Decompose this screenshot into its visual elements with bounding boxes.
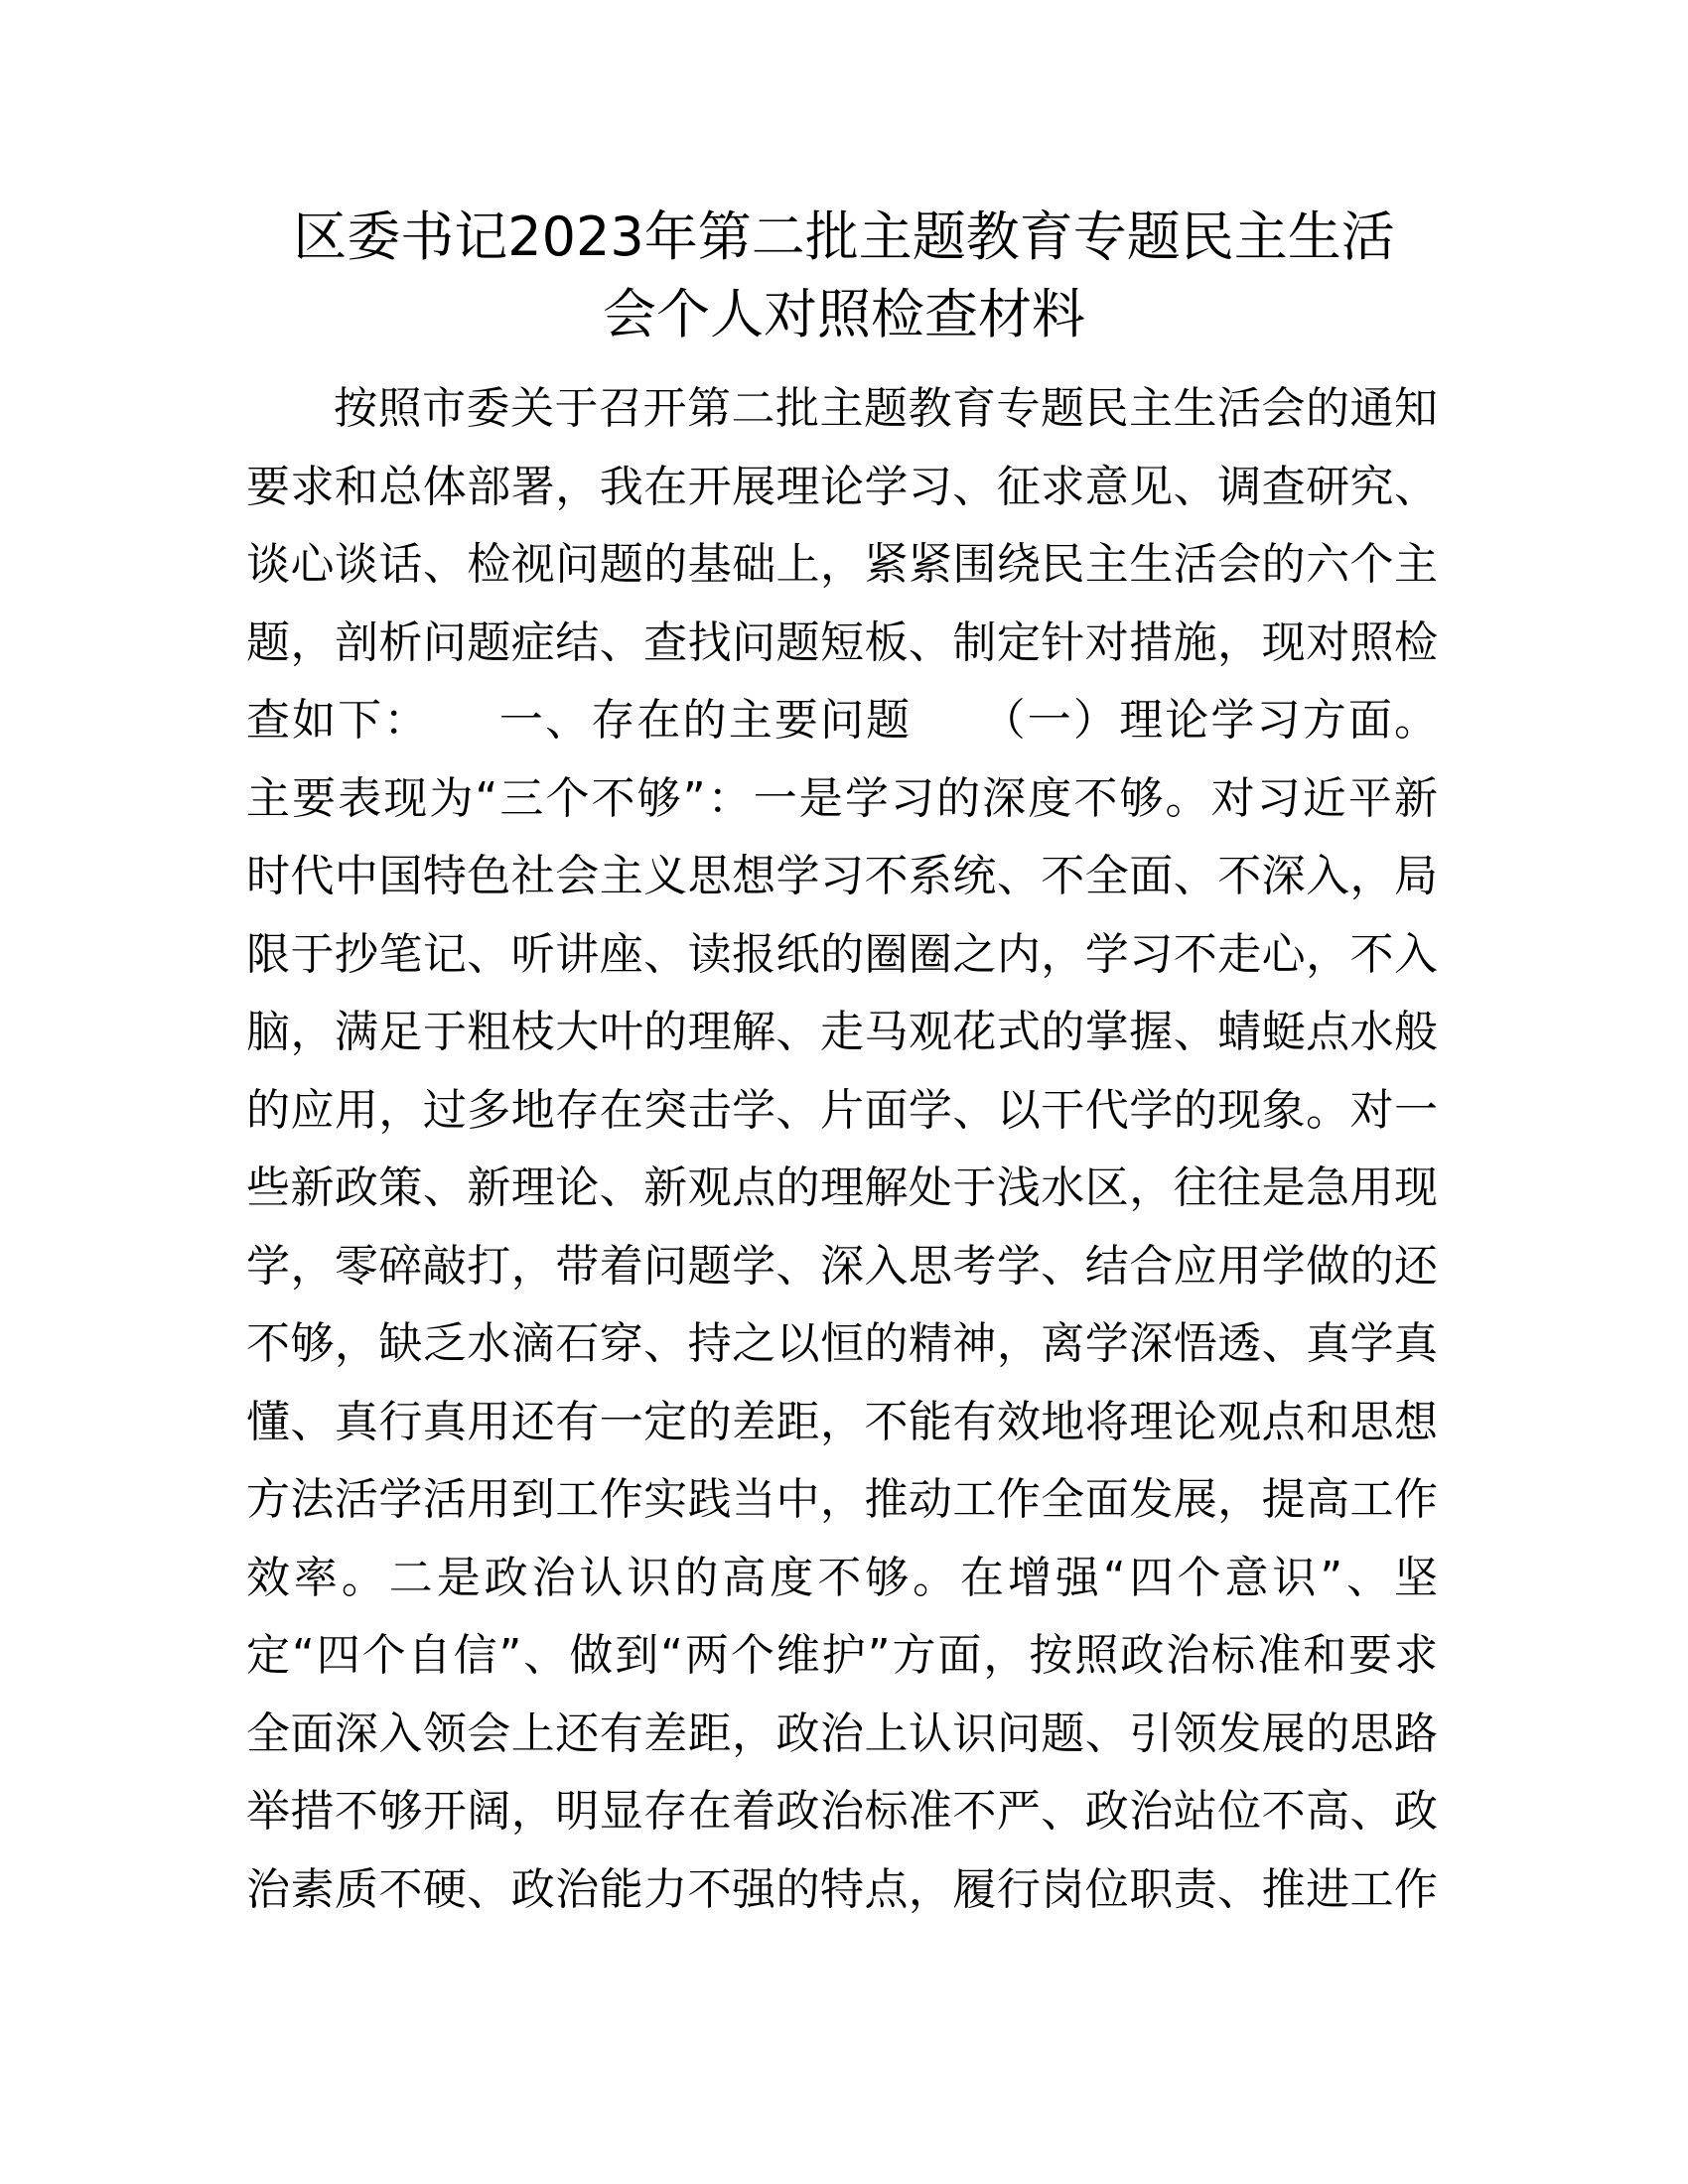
body-line: 治素质不硬、政治能力不强的特点，履行岗位职责、推进工作: [246, 1863, 1438, 1915]
body-line: 时代中国特色社会主义思想学习不系统、不全面、不深入，局: [246, 851, 1438, 901]
body-line: 效率。二是政治认识的高度不够。在增强“四个意识”、坚: [246, 1552, 1438, 1603]
body-line: 不够，缺乏水滴石穿、持之以恒的精神，离学深悟透、真学真: [246, 1318, 1438, 1369]
body-line: 谈心谈话、检视问题的基础上，紧紧围绕民主生活会的六个主: [246, 539, 1438, 590]
title-line-2: 会个人对照检查材料: [603, 283, 1085, 345]
body-line: 脑，满足于粗枝大叶的理解、走马观花式的掌握、蜻蜓点水般: [246, 1007, 1438, 1057]
document-body: [246, 370, 1438, 1929]
body-line: 题，剖析问题症结、查找问题短板、制定针对措施，现对照检: [246, 616, 1438, 668]
body-line: 主要表现为“三个不够”：一是学习的深度不够。对习近平新: [246, 772, 1438, 824]
body-line: 学，零碎敲打，带着问题学、深入思考学、结合应用学做的还: [246, 1240, 1438, 1292]
body-line: 的应用，过多地存在突击学、片面学、以干代学的现象。对一: [246, 1084, 1438, 1136]
body-line: 要求和总体部署，我在开展理论学习、征求意见、调查研究、: [246, 461, 1438, 512]
body-line: 些新政策、新理论、新观点的理解处于浅水区，往往是急用现: [246, 1162, 1438, 1213]
document-title: [199, 199, 1489, 353]
body-line: 方法活学活用到工作实践当中，推动工作全面发展，提高工作: [246, 1474, 1438, 1525]
body-line: 举措不够开阔，明显存在着政治标准不严、政治站位不高、政: [246, 1786, 1438, 1837]
title-line-1: 区委书记2023年第二批主题教育专题民主生活: [293, 205, 1395, 268]
body-line: 懂、真行真用还有一定的差距，不能有效地将理论观点和思想: [246, 1396, 1438, 1447]
body-line: 查如下： 一、存在的主要问题 （一）理论学习方面。: [246, 695, 1438, 746]
body-line: 全面深入领会上还有差距，政治上认识问题、引领发展的思路: [246, 1707, 1438, 1759]
body-line: 定“四个自信”、做到“两个维护”方面，按照政治标准和要求: [246, 1630, 1438, 1681]
body-line: 限于抄笔记、听讲座、读报纸的圈圈之内，学习不走心，不入: [246, 928, 1438, 980]
body-line: 按照市委关于召开第二批主题教育专题民主生活会的通知: [334, 383, 1438, 434]
